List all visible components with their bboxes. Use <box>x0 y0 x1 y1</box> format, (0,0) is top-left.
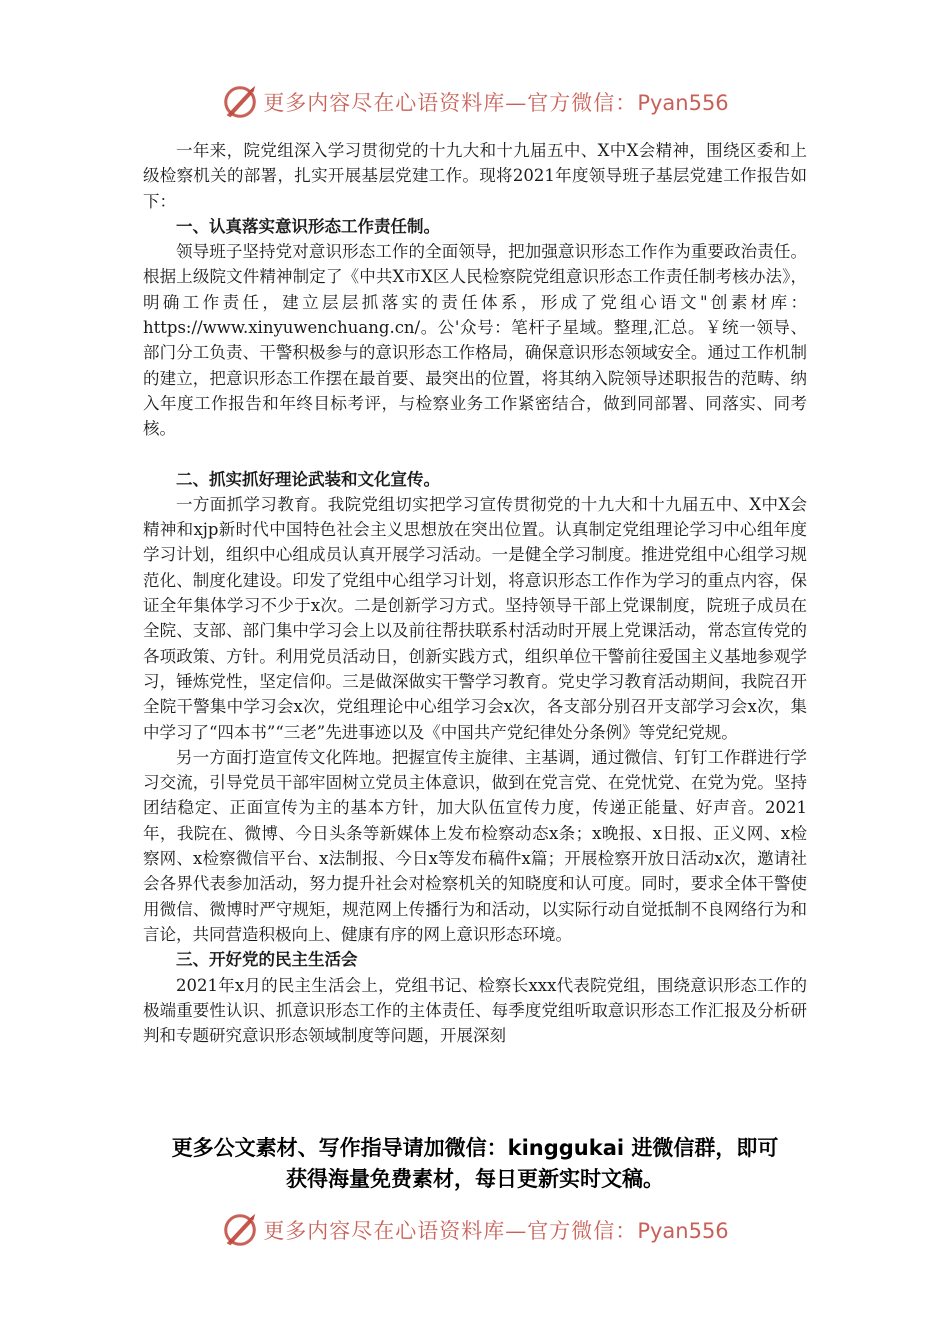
section-1-paragraph: 领导班子坚持党对意识形态工作的全面领导，把加强意识形态工作作为重要政治责任。根据上级院文件精神制定了《中共X市X区人民检察院党组意识形态工作责任制考核办法》，明确工作责任，建立层层抓落实的责任体系，形成了党组心语文"创素材库：https://www.xinyuwenchuang.cn/。公'众号：笔杆子星域。整理,汇总。￥统一领导、部门分工负责、干警积极参与的意识形态工作格局，确保意识形态领域安全。通过工作机制的建立，把意识形态工作摆在最首要、最突出的位置，将其纳入院领导述职报告的范畴、纳入年度工作报告和年终目标考评，与检察业务工作紧密结合，做到同部署、同落实、同考核。 <box>143 242 807 439</box>
paragraph-gap <box>143 442 807 467</box>
watermark-account: Pyan556 <box>637 91 729 115</box>
watermark-text <box>263 87 728 117</box>
section-2-paragraph-2: 另一方面打造宣传文化阵地。把握宣传主旋律、主基调，通过微信、钉钉工作群进行学习交流，引导党员干部牢固树立党员主体意识，做到在党言党、在党忧党、在党为党。坚持团结稳定、正面宣传为主的基本方针，加大队伍宣传力度，传递正能量、好声音。2021年，我院在、微博、今日头条等新媒体上发布检察动态x条；x晚报、x日报、正义网、x检察网、x检察微信平台、x法制报、今日x等发布稿件x篇；开展检察开放日活动x次，邀请社会各界代表参加活动，努力提升社会对检察机关的知晓度和认可度。同时，要求全体干警使用微信、微博时严守规矩，规范网上传播行为和活动，以实际行动自觉抵制不良网络行为和言论，共同营造积极向上、健康有序的网上意识形态环境。 <box>143 747 807 944</box>
promo-line-2: 获得海量免费素材，每日更新实时文稿。 <box>286 1167 664 1191</box>
watermark-label: 更多内容尽在心语资料库—官方微信： <box>263 1219 638 1243</box>
header-watermark <box>0 82 950 122</box>
document-body <box>143 138 807 1048</box>
section-3-paragraph: 2021年x月的民主生活会上，党组书记、检察长xxx代表院党组，围绕意识形态工作的极端重要性认识、抓意识形态工作的主体责任、每季度党组听取意识形态工作汇报及分析研判和专题研究意识形态领域制度等问题，开展深刻 <box>143 975 807 1046</box>
intro-paragraph: 一年来，院党组深入学习贯彻党的十九大和十九届五中、X中X会精神，围绕区委和上级检察机关的部署，扎实开展基层党建工作。现将2021年度领导班子基层党建工作报告如下： <box>143 141 807 211</box>
section-2-heading: 二、抓实抓好理论武装和文化宣传。 <box>176 469 440 489</box>
watermark-account: Pyan556 <box>637 1219 729 1243</box>
section-2-paragraph-1: 一方面抓学习教育。我院党组切实把学习宣传贯彻党的十九大和十九届五中、X中X会精神和xjp新时代中国特色社会主义思想放在突出位置。认真制定党组理论学习中心组年度学习计划，组织中心组成员认真开展学习活动。一是健全学习制度。推进党组中心组学习规范化、制度化建设。印发了党组中心组学习计划，将意识形态工作作为学习的重点内容，保证全年集体学习不少于x次。二是创新学习方式。坚持领导干部上党课制度，院班子成员在全院、支部、部门集中学习会上以及前往帮扶联系村活动时开展上党课活动，常态宣传党的各项政策、方针。利用党员活动日，创新实践方式，组织单位干警前往爱国主义基地参观学习，锤炼党性，坚定信仰。三是做深做实干警学习教育。党史学习教育活动期间，我院召开全院干警集中学习会x次，党组理论中心组学习会x次，各支部分别召开支部学习会x次，集中学习了“四本书”“三老”先进事迹以及《中国共产党纪律处分条例》等党纪党规。 <box>143 494 807 742</box>
promo-banner <box>100 1133 850 1195</box>
watermark-text <box>263 1215 728 1245</box>
section-3-heading: 三、开好党的民主生活会 <box>176 950 358 970</box>
section-1-heading: 一、认真落实意识形态工作责任制。 <box>176 216 440 236</box>
watermark-label: 更多内容尽在心语资料库—官方微信： <box>263 91 638 115</box>
quill-logo-icon <box>221 1211 259 1249</box>
promo-line-1: 更多公文素材、写作指导请加微信：kinggukai 进微信群，即可 <box>171 1136 779 1160</box>
footer-watermark <box>0 1210 950 1250</box>
quill-logo-icon <box>221 83 259 121</box>
